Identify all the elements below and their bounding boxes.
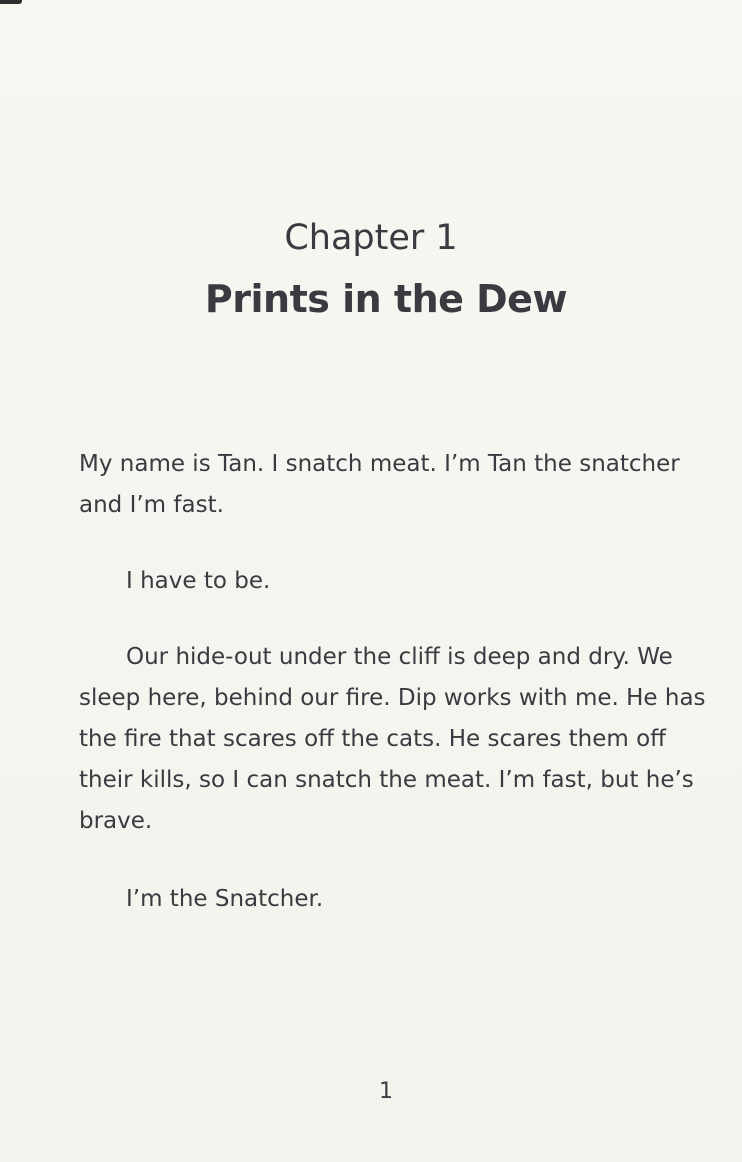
chapter-title: Prints in the Dew [204,277,568,321]
paragraph-4: I’m the Snatcher. [126,886,324,912]
page-number: 1 [379,1079,393,1104]
chapter-number: Chapter 1 [284,218,458,258]
page-corner-mark [0,0,22,4]
paragraph-3: Our hide-out under the cliff is deep and dry. We sleep here, behind our fire. Dip works with me. He has the fire that scares off the cats. He scares them off their kills, so I can snatch the meat. I’m fast, but he’s brave. [79,644,706,834]
paragraph-1: My name is Tan. I snatch meat. I’m Tan the snatcher and I’m fast. [79,451,680,518]
paragraph-2: I have to be. [126,568,271,594]
